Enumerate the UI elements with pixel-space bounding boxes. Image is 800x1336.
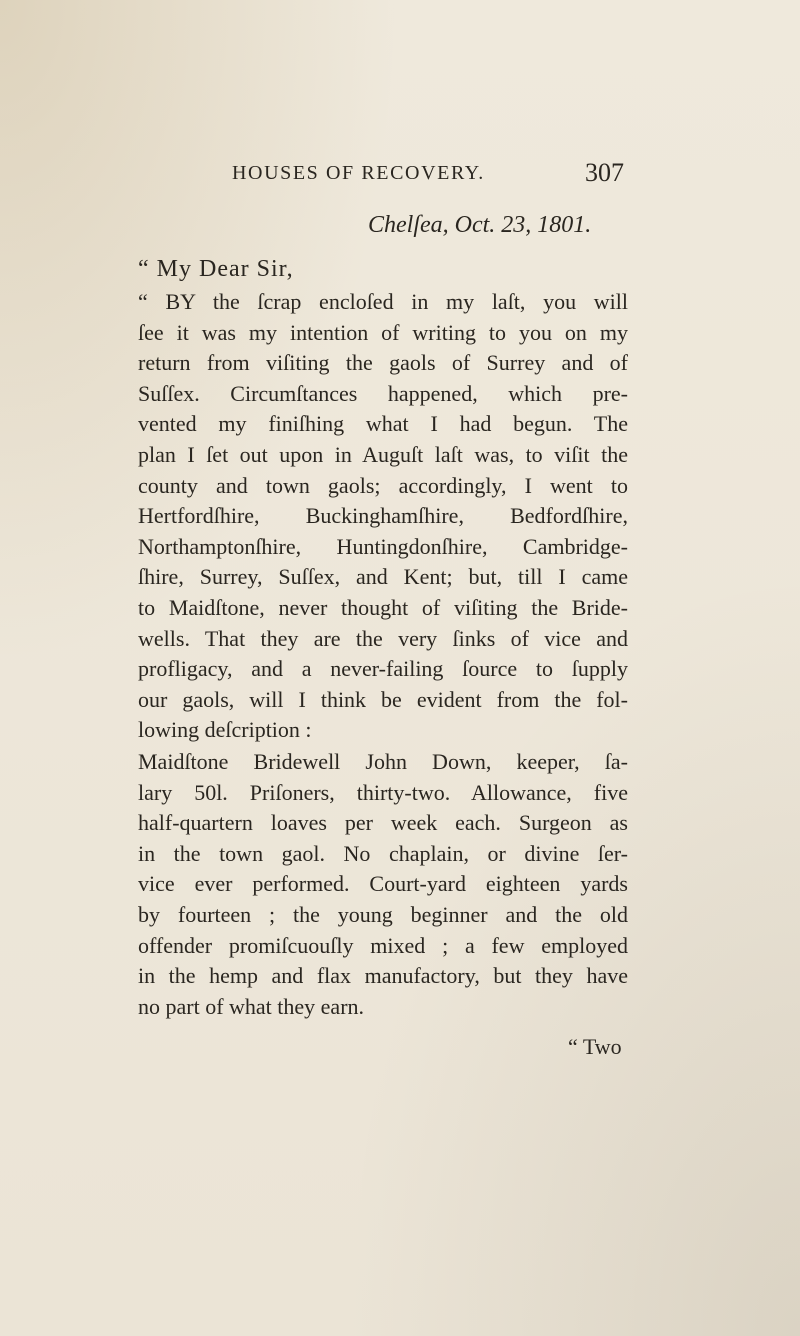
text-line: to Maidſtone, never thought of viſiting the Bride- bbox=[138, 594, 628, 620]
text-line: half-quartern loaves per week each. Surgeon as bbox=[138, 810, 628, 836]
text-line: county and town gaols; accordingly, I went to bbox=[138, 472, 628, 498]
paragraph-2 bbox=[138, 747, 628, 1022]
text-line: in the town gaol. No chaplain, or divine ſer- bbox=[138, 840, 628, 866]
letter-dateline: Chelſea, Oct. 23, 1801. bbox=[368, 212, 592, 238]
text-line: Suſſex. Circumſtances happened, which pre- bbox=[138, 380, 628, 406]
paragraph-1 bbox=[138, 287, 628, 746]
text-line: no part of what they earn. bbox=[138, 993, 365, 1019]
text-line: in the hemp and flax manufactory, but they have bbox=[138, 963, 628, 989]
text-line: Maidſtone Bridewell John Down, keeper, ſa- bbox=[138, 749, 628, 774]
text-line: ſhire, Surrey, Suſſex, and Kent; but, till I came bbox=[138, 564, 628, 590]
letter-salutation: “ My Dear Sir, bbox=[138, 256, 294, 282]
text-line: return from viſiting the gaols of Surrey and of bbox=[138, 350, 628, 376]
text-line: offender promiſcuouſly mixed ; a few employed bbox=[138, 932, 628, 958]
text-line: Hertfordſhire, Buckinghamſhire, Bedfordſhire, bbox=[138, 503, 628, 529]
text-line: wells. That they are the very ſinks of vice and bbox=[138, 625, 628, 651]
text-line: by fourteen ; the young beginner and the old bbox=[138, 901, 628, 927]
text-line: our gaols, will I think be evident from the fol- bbox=[138, 686, 628, 712]
text-line: Northamptonſhire, Huntingdonſhire, Cambridge- bbox=[138, 533, 628, 559]
text-line: vice ever performed. Court-yard eighteen yards bbox=[138, 871, 628, 897]
text-line: “ BY the ſcrap encloſed in my laſt, you will bbox=[138, 289, 628, 314]
text-line: profligacy, and a never-failing ſource to ſupply bbox=[138, 656, 628, 682]
running-head bbox=[232, 158, 624, 194]
text-line: plan I ſet out upon in Auguſt laſt was, to viſit the bbox=[138, 441, 628, 467]
text-line: lary 50l. Priſoners, thirty-two. Allowance, five bbox=[138, 779, 628, 805]
catchword: “ Two bbox=[568, 1034, 622, 1059]
text-line: ſee it was my intention of writing to you on my bbox=[138, 319, 628, 345]
text-line: lowing deſcription : bbox=[138, 717, 312, 743]
running-title: HOUSES OF RECOVERY. bbox=[232, 162, 485, 184]
page-number: 307 bbox=[585, 158, 624, 187]
text-line: vented my finiſhing what I had begun. The bbox=[138, 411, 628, 437]
